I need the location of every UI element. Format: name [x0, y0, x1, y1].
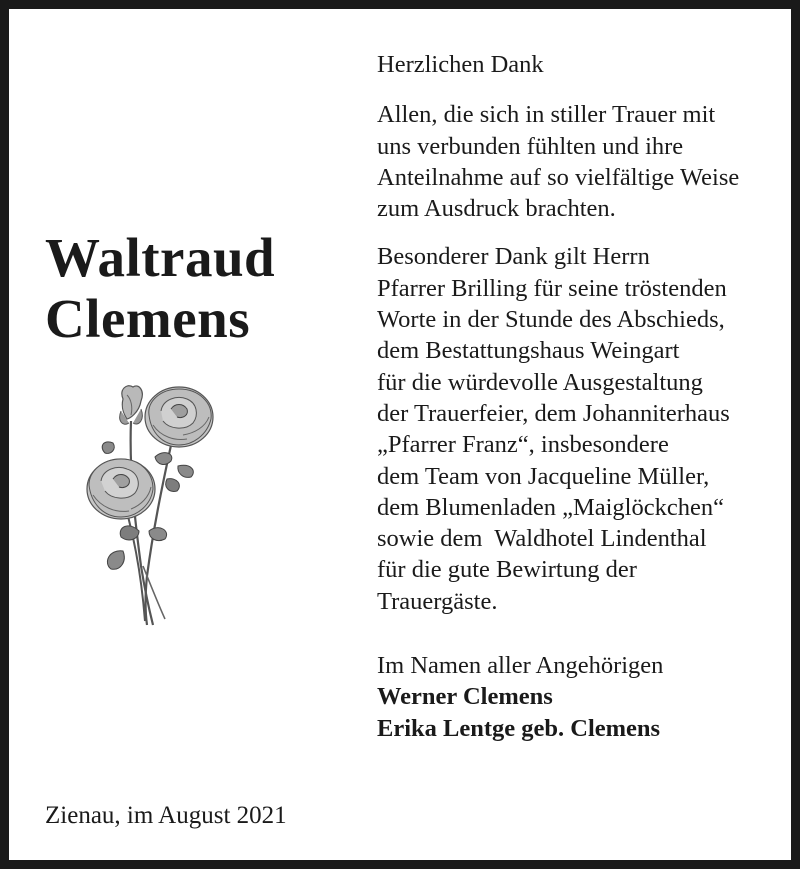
text-line: Worte in der Stunde des Abschieds, — [377, 306, 725, 334]
heading: Herzlichen Dank — [377, 51, 544, 78]
text-line: zum Ausdruck brachten. — [377, 195, 616, 223]
signer-name: Werner Clemens — [377, 683, 553, 711]
text-line: dem Bestattungshaus Weingart — [377, 337, 680, 365]
roses-illustration-icon — [83, 381, 221, 627]
deceased-name — [45, 227, 345, 349]
text-line: dem Team von Jacqueline Müller, — [377, 462, 710, 490]
deceased-last-name: Clemens — [45, 288, 251, 349]
text-line: sowie dem Waldhotel Lindenthal — [377, 525, 707, 553]
deceased-first-name: Waltraud — [45, 227, 276, 288]
signer-name: Erika Lentge geb. Clemens — [377, 714, 661, 742]
text-line: für die gute Bewirtung der — [377, 556, 637, 584]
paragraph-2 — [377, 241, 797, 617]
place-date: Zienau, im August 2021 — [45, 802, 287, 829]
text-line: für die würdevolle Ausgestaltung — [377, 368, 703, 396]
text-line: Pfarrer Brilling für seine tröstenden — [377, 274, 727, 302]
text-line: Allen, die sich in stiller Trauer mit — [377, 101, 716, 129]
text-line: uns verbunden fühlten und ihre — [377, 132, 684, 160]
text-line: Trauergäste. — [377, 587, 498, 615]
text-line: Anteilnahme auf so vielfältige Weise — [377, 163, 740, 191]
text-line: „Pfarrer Franz“, insbesondere — [377, 431, 669, 459]
paragraph-1 — [377, 99, 797, 224]
text-line: dem Blumenladen „Maiglöckchen“ — [377, 493, 724, 521]
text-line: der Trauerfeier, dem Johanniterhaus — [377, 399, 730, 427]
closing-block — [377, 650, 797, 744]
closing-line: Im Namen aller Angehörigen — [377, 652, 664, 680]
text-line: Besonderer Dank gilt Herrn — [377, 243, 650, 271]
thank-you-text — [377, 49, 797, 744]
